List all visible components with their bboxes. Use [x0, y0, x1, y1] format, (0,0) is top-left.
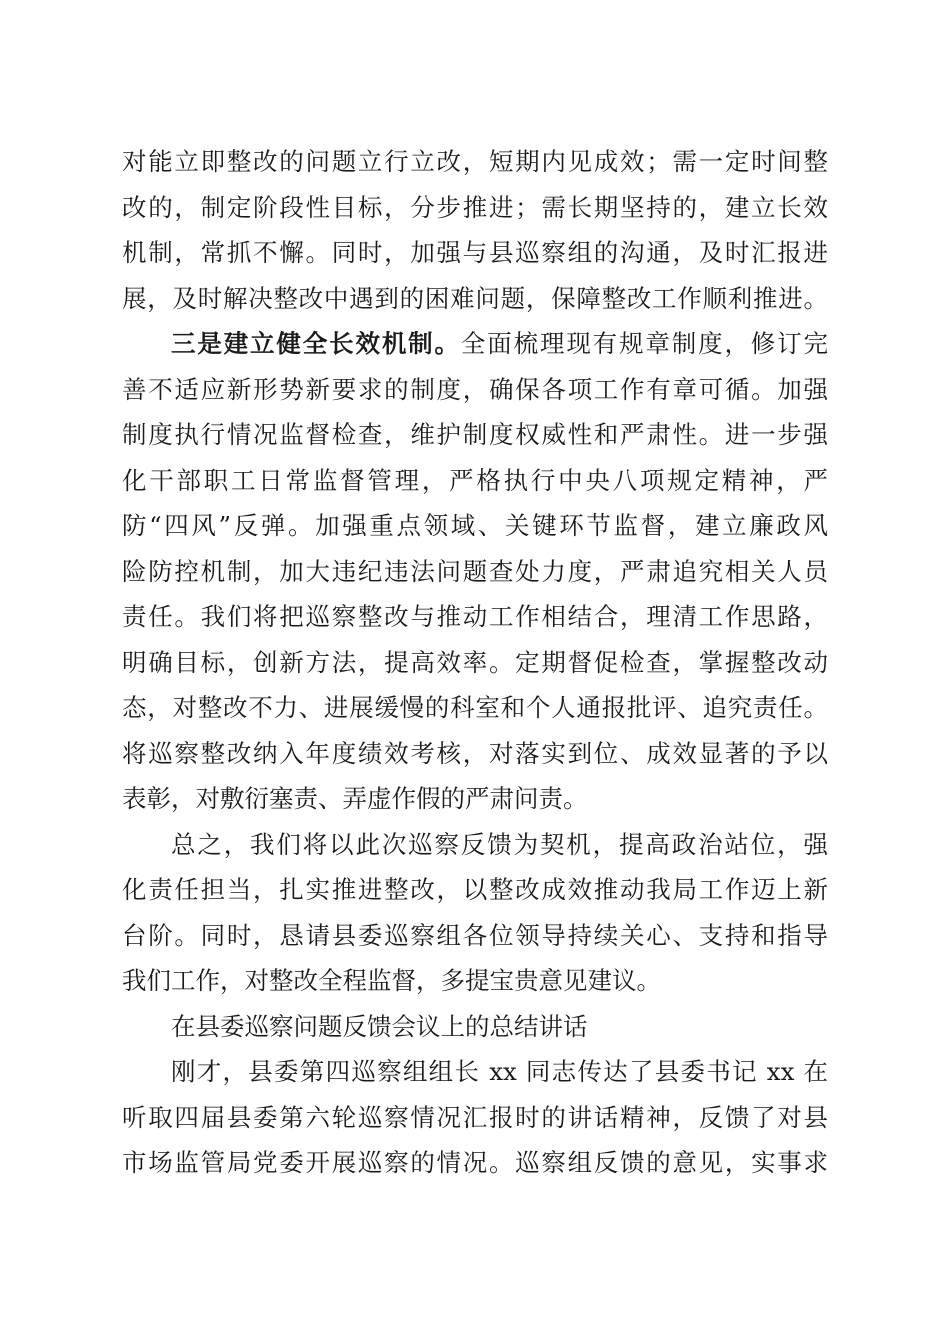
section-title: 在县委巡察问题反馈会议上的总结讲话 — [171, 1012, 588, 1041]
text-line-6: 善不适应新形势新要求的制度，确保各项工作有章可循。加强 — [122, 375, 828, 404]
text-line-4: 展，及时解决整改中遇到的困难问题，保障整改工作顺利推进。 — [122, 284, 828, 313]
text-line-22: 听取四届县委第六轮巡察情况汇报时的讲话精神，反馈了对县 — [122, 1103, 828, 1132]
text-line-18: 台阶。同时，恳请县委巡察组各位领导持续关心、支持和指导 — [122, 921, 828, 950]
text-line-21: 刚才，县委第四巡察组组长 xx 同志传达了县委书记 xx 在 — [171, 1057, 828, 1086]
text-line-2: 改的，制定阶段性目标，分步推进；需长期坚持的，建立长效 — [122, 193, 828, 222]
paragraph-3-heading: 三是建立健全长效机制。 — [171, 329, 461, 358]
text-line-19: 我们工作，对整改全程监督，多提宝贵意见建议。 — [122, 966, 661, 995]
text-line-11: 责任。我们将把巡察整改与推动工作相结合，理清工作思路， — [122, 602, 828, 631]
text-line-3: 机制，常抓不懈。同时，加强与县巡察组的沟通，及时汇报进 — [122, 238, 828, 267]
text-line-8: 化干部职工日常监督管理，严格执行中央八项规定精神，严 — [122, 466, 828, 495]
paragraph-3-first-line-text: 全面梳理现有规章制度，修订完 — [460, 329, 829, 358]
text-line-1: 对能立即整改的问题立行立改，短期内见成效；需一定时间整 — [122, 147, 828, 176]
text-line-17: 化责任担当，扎实推进整改，以整改成效推动我局工作迈上新 — [122, 875, 828, 904]
text-line-9: 防“四风”反弹。加强重点领域、关键环节监督，建立廉政风 — [122, 511, 828, 540]
text-line-12: 明确目标，创新方法，提高效率。定期督促检查，掌握整改动 — [122, 648, 828, 677]
paragraph-3-first-line — [171, 324, 828, 364]
text-line-7: 制度执行情况监督检查，维护制度权威性和严肃性。进一步强 — [122, 420, 828, 449]
text-line-10: 险防控机制，加大违纪违法问题查处力度，严肃追究相关人员 — [122, 557, 828, 586]
text-line-16: 总之，我们将以此次巡察反馈为契机，提高政治站位，强 — [171, 830, 828, 859]
text-line-13: 态，对整改不力、进展缓慢的科室和个人通报批评、追究责任。 — [122, 693, 828, 722]
text-line-14: 将巡察整改纳入年度绩效考核，对落实到位、成效显著的予以 — [122, 739, 828, 768]
text-line-15: 表彰，对敷衍塞责、弄虚作假的严肃问责。 — [122, 784, 588, 813]
text-line-23: 市场监管局党委开展巡察的情况。巡察组反馈的意见，实事求 — [122, 1148, 828, 1177]
